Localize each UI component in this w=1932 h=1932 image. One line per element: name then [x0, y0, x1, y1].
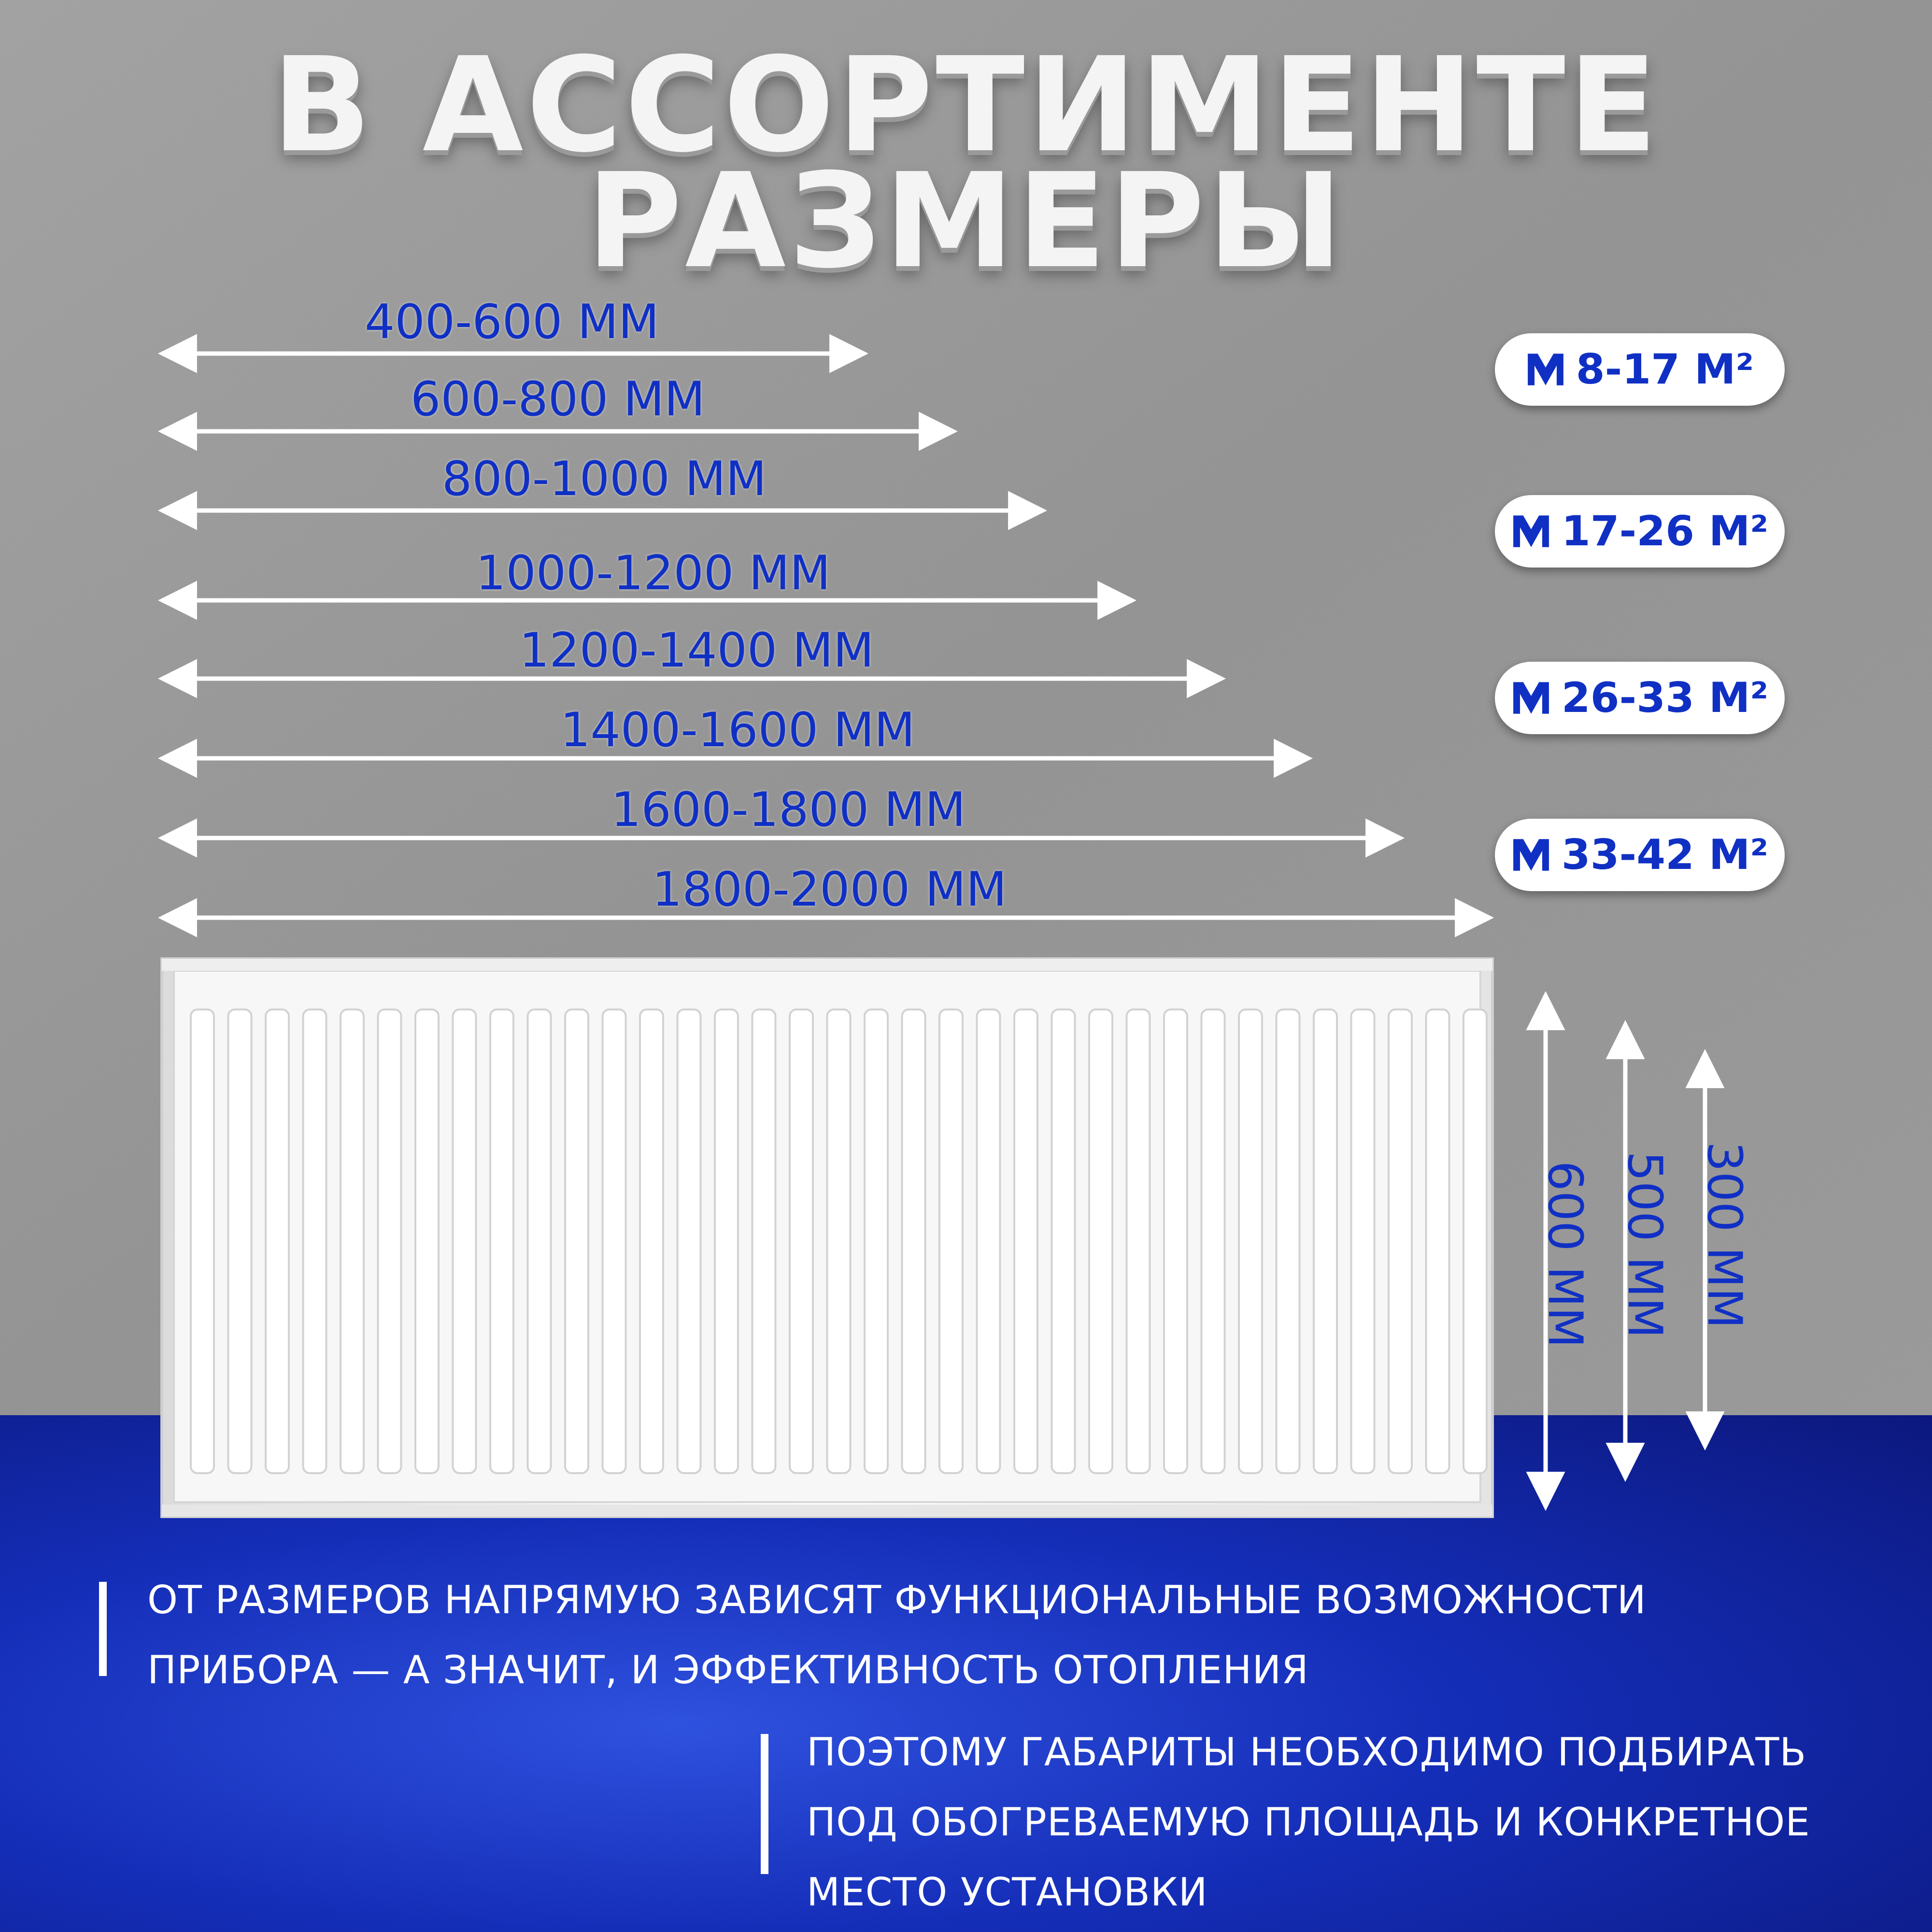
- radiator-fin: [228, 1009, 252, 1473]
- radiator-fin: [378, 1009, 401, 1473]
- radiator-fin: [490, 1009, 513, 1473]
- radiator-fin: [678, 1009, 701, 1473]
- area-badge-text: 33-42 М²: [1561, 831, 1769, 879]
- logo-m-icon: [1511, 835, 1551, 875]
- width-label-800-1000: 800-1000 ММ: [442, 452, 767, 507]
- area-badge-8-17: [1495, 333, 1785, 406]
- width-label-1400-1600: 1400-1600 ММ: [560, 703, 915, 758]
- radiator-fin: [1239, 1009, 1262, 1473]
- radiator-fin: [1314, 1009, 1337, 1473]
- radiator-fin: [1014, 1009, 1037, 1473]
- radiator-fin: [827, 1009, 851, 1473]
- logo-m-icon: [1511, 511, 1551, 551]
- radiator-fin: [1127, 1009, 1150, 1473]
- height-label-300: 300 ММ: [1697, 1141, 1752, 1329]
- radiator-fin: [1202, 1009, 1225, 1473]
- height-label-500: 500 ММ: [1617, 1151, 1672, 1338]
- info-paragraph-1-line1: ОТ РАЗМЕРОВ НАПРЯМУЮ ЗАВИСЯТ ФУНКЦИОНАЛЬНЫЕ ВОЗМОЖНОСТИ: [147, 1577, 1647, 1622]
- radiator-fin: [977, 1009, 1000, 1473]
- radiator-fin: [603, 1009, 626, 1473]
- radiator-fin: [303, 1009, 327, 1473]
- width-label-1000-1200: 1000-1200 ММ: [476, 546, 831, 601]
- radiator-fin: [565, 1009, 588, 1473]
- radiator-fin: [715, 1009, 738, 1473]
- area-badge-17-26: [1495, 495, 1785, 568]
- radiator-fin: [753, 1009, 776, 1473]
- radiator-fin: [1463, 1009, 1487, 1473]
- radiator-fin: [865, 1009, 888, 1473]
- width-label-400-600: 400-600 ММ: [365, 295, 659, 350]
- page-title-line1: В АССОРТИМЕНТЕ: [271, 29, 1661, 181]
- area-badge-text: 8-17 М²: [1576, 345, 1754, 394]
- logo-m-icon: [1526, 350, 1565, 389]
- info-paragraph-1: [147, 1565, 1647, 1705]
- radiator-fin: [1389, 1009, 1412, 1473]
- info-paragraph-2-line2: ПОД ОБОГРЕВАЕМУЮ ПЛОЩАДЬ И КОНКРЕТНОЕ: [807, 1800, 1810, 1845]
- width-label-600-800: 600-800 ММ: [411, 372, 705, 427]
- radiator-fin: [1351, 1009, 1375, 1473]
- radiator-fin: [1164, 1009, 1187, 1473]
- info-paragraph-1-line2: ПРИБОРА — А ЗНАЧИТ, И ЭФФЕКТИВНОСТЬ ОТОПЛЕНИЯ: [147, 1648, 1309, 1692]
- radiator-fin: [902, 1009, 925, 1473]
- radiator-fin: [528, 1009, 551, 1473]
- info-paragraph-2-line1: ПОЭТОМУ ГАБАРИТЫ НЕОБХОДИМО ПОДБИРАТЬ: [807, 1730, 1807, 1775]
- info-paragraph-2-line3: МЕСТО УСТАНОВКИ: [807, 1870, 1208, 1915]
- page-title-line2: РАЗМЕРЫ: [586, 145, 1346, 297]
- radiator-fin: [453, 1009, 476, 1473]
- radiator-image: [162, 959, 1492, 1517]
- area-badge-text: 17-26 М²: [1561, 507, 1769, 555]
- radiator-fin: [640, 1009, 663, 1473]
- logo-m-icon: [1511, 678, 1551, 718]
- info-paragraph-2: [807, 1717, 1810, 1927]
- radiator-fin: [790, 1009, 813, 1473]
- accent-bar-left: [99, 1582, 107, 1676]
- radiator-fin: [1089, 1009, 1112, 1473]
- height-label-600: 600 ММ: [1537, 1161, 1592, 1348]
- width-label-1200-1400: 1200-1400 ММ: [519, 623, 874, 678]
- width-label-1600-1800: 1600-1800 ММ: [611, 782, 966, 838]
- width-label-1800-2000: 1800-2000 ММ: [652, 862, 1007, 917]
- area-badge-text: 26-33 М²: [1561, 674, 1769, 722]
- radiator-fin: [191, 1009, 214, 1473]
- radiator-fin: [1426, 1009, 1449, 1473]
- radiator-fin: [266, 1009, 289, 1473]
- accent-bar-right: [761, 1734, 768, 1874]
- area-badge-26-33: [1495, 662, 1785, 734]
- radiator-fin: [1277, 1009, 1300, 1473]
- radiator-fin: [341, 1009, 364, 1473]
- radiator-fin: [1052, 1009, 1075, 1473]
- radiator-fin: [415, 1009, 439, 1473]
- radiator-fin: [939, 1009, 963, 1473]
- area-badge-33-42: [1495, 819, 1785, 891]
